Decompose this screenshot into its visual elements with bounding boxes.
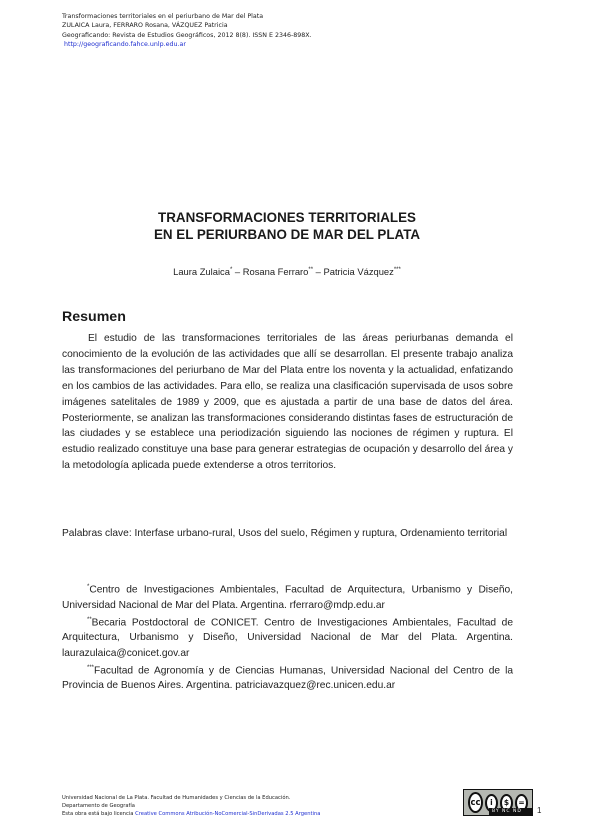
section-heading: Resumen <box>62 309 126 325</box>
author-3-mark: *** <box>393 266 401 273</box>
cc-strip-label: BY NC ND <box>489 808 532 815</box>
noderivatives-icon: = <box>515 794 528 812</box>
author-3: Patricia Vázquez <box>323 266 394 277</box>
affiliation-notes <box>62 580 513 694</box>
author-1: Laura Zulaica <box>173 266 230 277</box>
note-text: Centro de Investigaciones Ambientales, Facultad de Arquitectura, Urbanismo y Diseño, Universidad Nacional de Mar del Plata. Argentina. rferraro@mdp.edu.ar <box>62 584 513 611</box>
attribution-icon: i <box>485 794 498 812</box>
author-1-mark: * <box>229 266 233 273</box>
abstract-paragraph: El estudio de las transformaciones territoriales de las áreas periurbanas demanda el conocimiento de la evolución de las actividades que allí se desarrollan. El presente trabajo analiza las transformaciones del periurbano de Mar del Plata entre los noventa y la actualidad, enfatizando en los cambios de las actividades. Para ello, se realiza una clasificación supervisada de usos sobre imágenes satelitales de 1989 y 2009, que es ajustada a partir de una base de datos del área. Posteriormente, se analizan las transformaciones considerando distintas fases de estructuración de las ciudades y se establece una periodización siguiendo las nociones de régimen y ruptura. El estudio realizado constituye una base para generar estrategias de ocupación y desarrollo del área y la metodología aplicada puede extenderse a otros territorios. <box>62 333 513 472</box>
footer-license-link[interactable]: Creative Commons Atribución-NoComercial-SinDerivadas 2.5 Argentina <box>135 811 321 818</box>
footer-department: Departamento de Geografía <box>62 803 135 810</box>
keywords-text: Interfase urbano-rural, Usos del suelo, Régimen y ruptura, Ordenamiento territorial <box>134 528 508 539</box>
affiliation-note <box>62 580 513 613</box>
keywords <box>62 526 513 542</box>
header-journal: Geograficando: Revista de Estudios Geográficos, 2012 8(8). ISSN E 2346-898X. <box>62 31 312 39</box>
note-mark: ** <box>87 616 92 623</box>
note-mark: * <box>87 584 90 590</box>
cc-icon: cc <box>468 792 483 813</box>
header-authors: ZULAICA Laura, FERRARO Rosana, VÁZQUEZ Patricia <box>62 22 228 30</box>
affiliation-note <box>62 613 513 661</box>
keywords-label: Palabras clave: <box>62 528 132 539</box>
running-header <box>62 12 522 50</box>
paper-title <box>62 209 512 243</box>
header-link[interactable]: http://geograficando.fahce.unlp.edu.ar <box>64 41 186 49</box>
page-number: 1 <box>537 806 542 815</box>
footer-license-line <box>62 810 462 818</box>
note-text: Becaria Postdoctoral de CONICET. Centro de Investigaciones Ambientales, Facultad de Arquitectura, Urbanismo y Diseño, Universidad Nacional de Mar del Plata. Argentina. laurazulaica@conicet.gov.ar <box>62 617 513 659</box>
header-article-title: Transformaciones territoriales en el periurbano de Mar del Plata <box>62 13 264 20</box>
creative-commons-badge[interactable] <box>463 789 533 816</box>
title-line-2: EN EL PERIURBANO DE MAR DEL PLATA <box>153 227 421 242</box>
author-separator-2: – <box>313 266 324 277</box>
note-mark: *** <box>87 664 95 671</box>
page-footer <box>62 794 462 819</box>
footer-institution: Universidad Nacional de La Plata. Facultad de Humanidades y Ciencias de la Educación. <box>62 795 291 801</box>
author-2: Rosana Ferraro <box>242 266 309 277</box>
note-text: Facultad de Agronomía y de Ciencias Humanas, Universidad Nacional del Centro de la Provincia de Buenos Aires. Argentina. patriciavazquez@rec.unicen.edu.ar <box>62 665 513 692</box>
author-2-mark: ** <box>308 266 314 273</box>
noncommercial-icon: $ <box>500 794 513 812</box>
author-separator-1: – <box>232 266 243 277</box>
affiliation-note <box>62 661 513 694</box>
author-list <box>62 266 512 277</box>
title-line-1: TRANSFORMACIONES TERRITORIALES <box>158 210 416 225</box>
footer-license-prefix: Esta obra está bajo licencia <box>62 811 134 818</box>
